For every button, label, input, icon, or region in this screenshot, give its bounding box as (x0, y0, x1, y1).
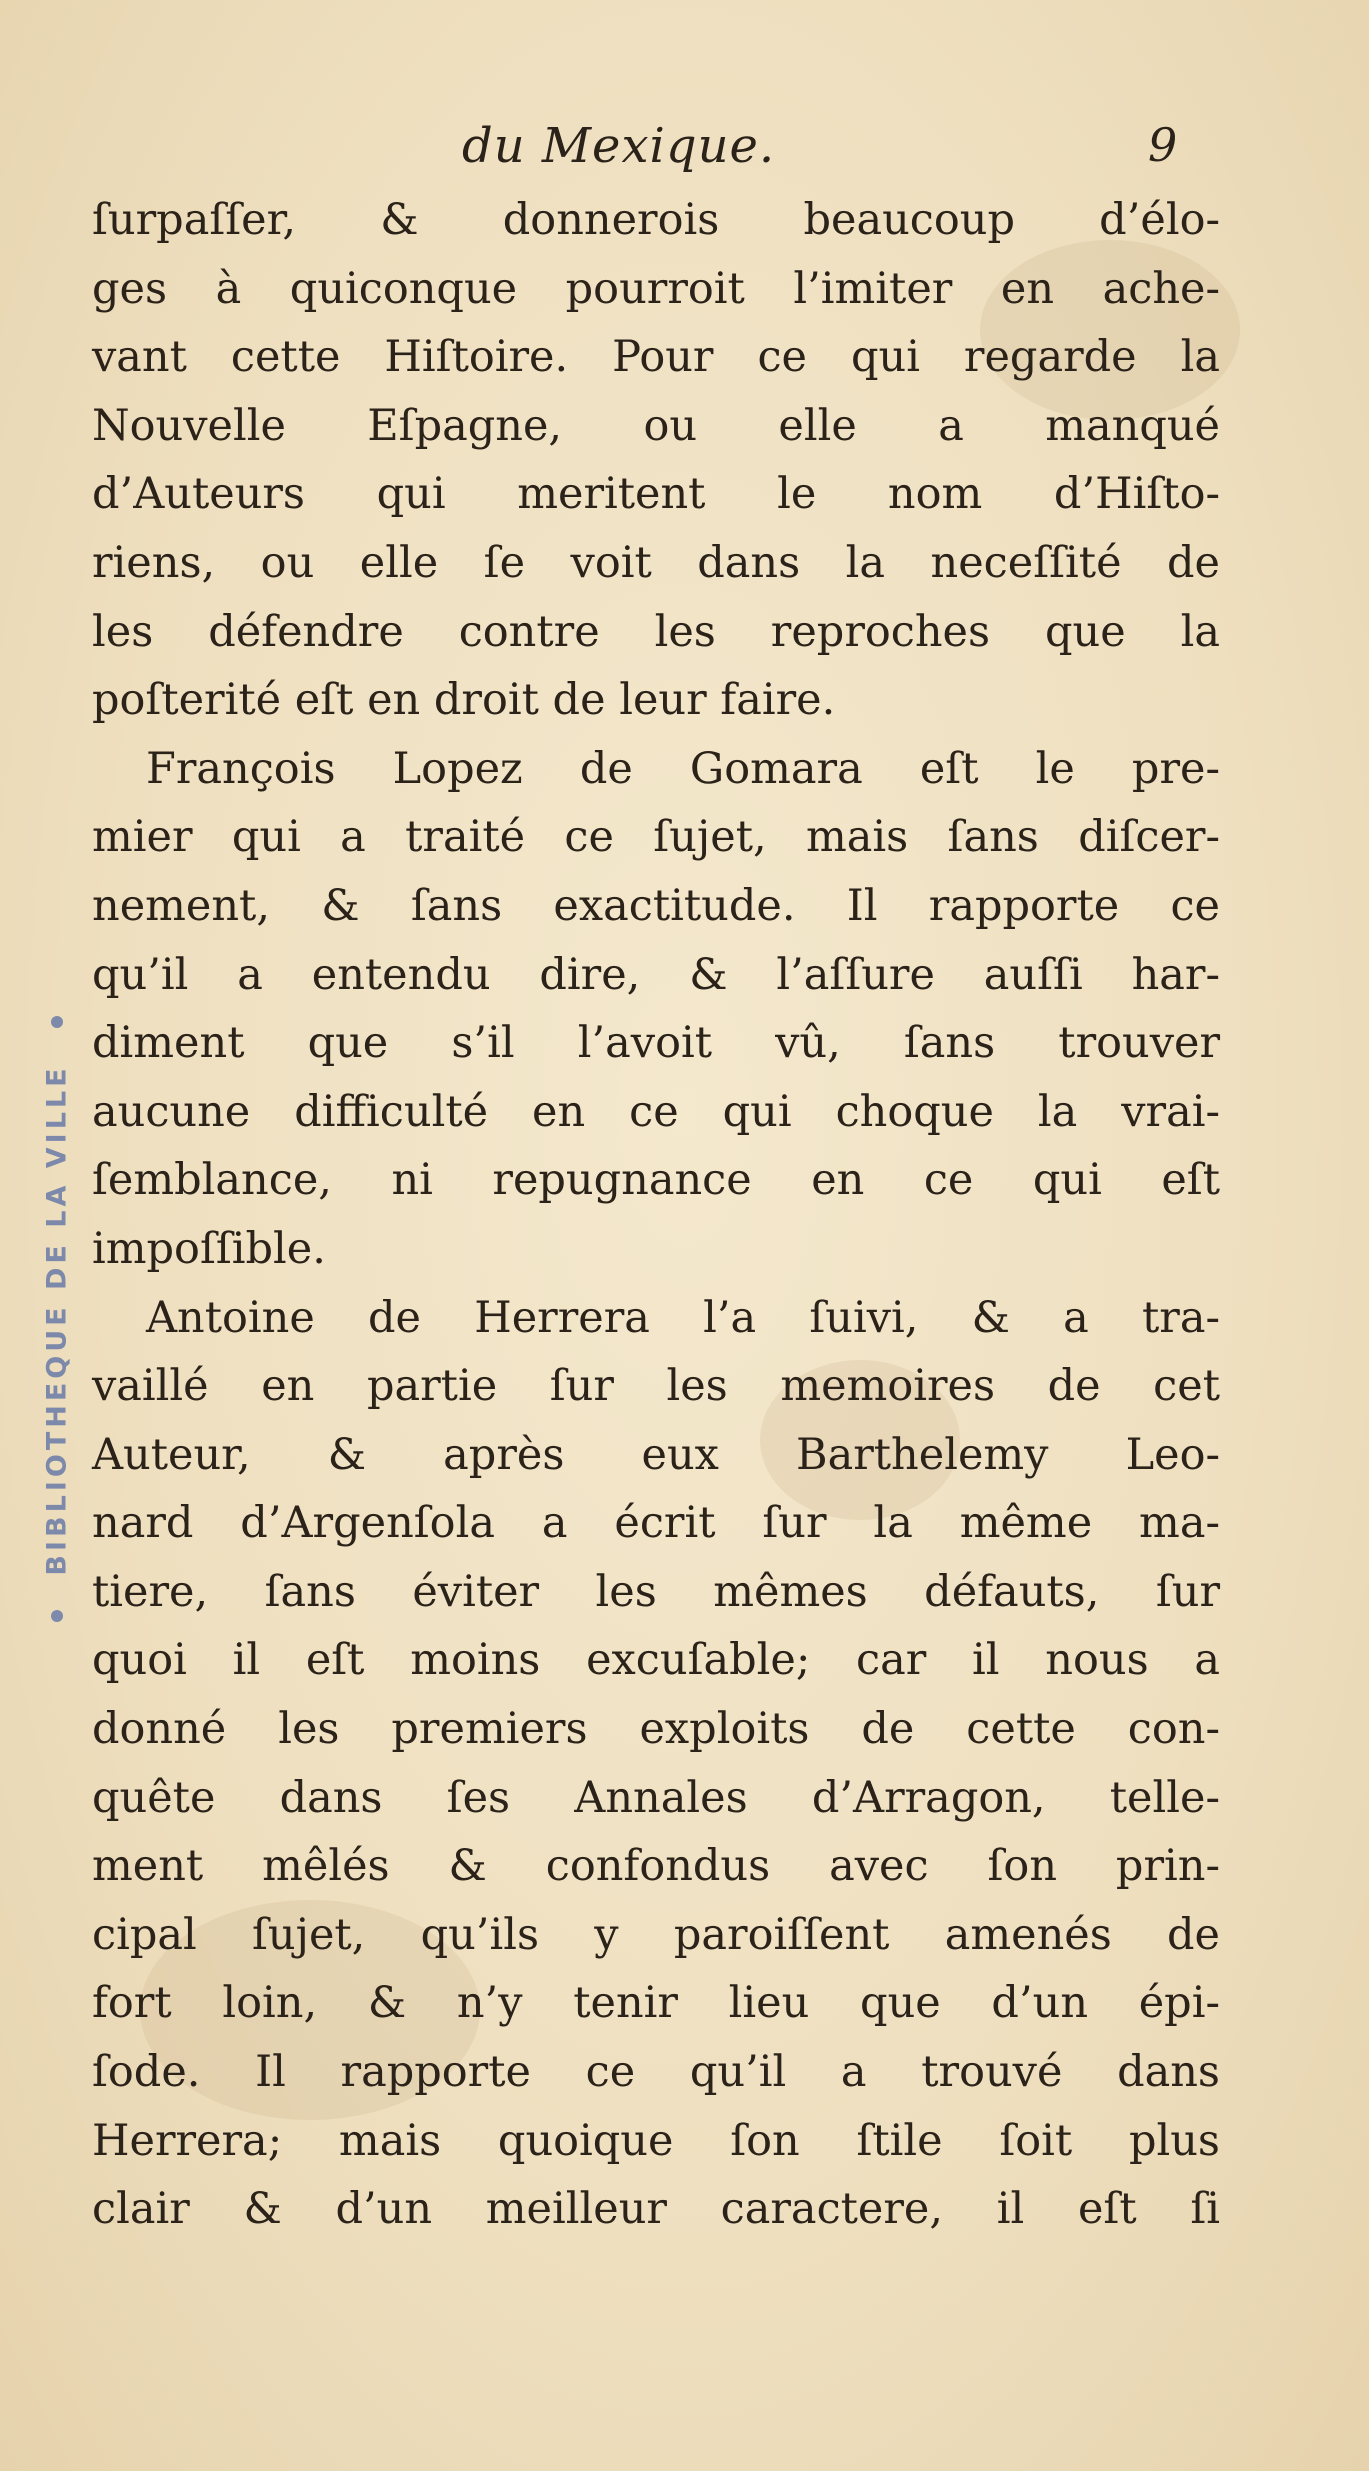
text-line: riens, ou elle ſe voit dans la neceſſité de (92, 537, 1220, 588)
text-line: cipal ſujet, qu’ils y paroiſſent amenés de (92, 1909, 1220, 1960)
text-line: aucune difficulté en ce qui choque la vrai- (92, 1086, 1220, 1137)
text-line: ſemblance, ni repugnance en ce qui eſt (92, 1155, 1220, 1206)
text-line: quoi il eſt moins excuſable; car il nous a (92, 1635, 1220, 1686)
library-stamp-text: BIBLIOTHEQUE DE LA VILLE (41, 1064, 73, 1576)
text-line: impoſſible. (92, 1223, 326, 1274)
text-line: vant cette Hiſtoire. Pour ce qui regarde la (92, 332, 1220, 383)
text-line: nard d’Argenſola a écrit ſur la même ma- (92, 1498, 1220, 1549)
text-line: tiere, ſans éviter les mêmes défauts, ſur (92, 1566, 1220, 1617)
text-line: d’Auteurs qui meritent le nom d’Hiſto- (92, 469, 1220, 520)
text-line: quête dans ſes Annales d’Arragon, telle- (92, 1772, 1220, 1823)
text-line: fort loin, & n’y tenir lieu que d’un épi- (92, 1978, 1220, 2029)
text-line: ges à quiconque pourroit l’imiter en ache- (92, 263, 1220, 314)
text-line: les défendre contre les reproches que la (92, 606, 1220, 657)
body-text (92, 186, 1220, 2244)
text-line: Auteur, & après eux Barthelemy Leo- (92, 1429, 1220, 1480)
text-line: ment mêlés & confondus avec ſon prin- (92, 1841, 1220, 1892)
text-line: nement, & ſans exactitude. Il rapporte ce (92, 880, 1220, 931)
running-head: du Mexique. (462, 118, 776, 174)
library-stamp (34, 1010, 80, 1630)
text-line: Nouvelle Eſpagne, ou elle a manqué (92, 400, 1220, 451)
text-line: clair & d’un meilleur caractere, il eſt ſi (92, 2184, 1220, 2235)
text-line: Herrera; mais quoique ſon ſtile ſoit plus (92, 2115, 1220, 2166)
text-line: diment que s’il l’avoit vû, ſans trouver (92, 1018, 1220, 1069)
text-line: mier qui a traité ce ſujet, mais ſans diſcer- (92, 812, 1220, 863)
text-line: poſterité eſt en droit de leur faire. (92, 675, 836, 726)
text-line: donné les premiers exploits de cette con- (92, 1704, 1220, 1755)
stamp-dot-icon (51, 1610, 63, 1622)
text-line: François Lopez de Gomara eſt le pre- (146, 743, 1220, 794)
text-line: vaillé en partie ſur les memoires de cet (92, 1361, 1220, 1412)
text-line: qu’il a entendu dire, & l’aſſure auſſi har- (92, 949, 1220, 1000)
text-line: ſode. Il rapporte ce qu’il a trouvé dans (92, 2047, 1220, 2098)
page-header (0, 118, 1369, 188)
stamp-dot-icon (51, 1016, 63, 1028)
page-number: 9 (1148, 118, 1178, 172)
text-line: Antoine de Herrera l’a ſuivi, & a tra- (146, 1292, 1220, 1343)
text-line: ſurpaſſer, & donnerois beaucoup d’élo- (92, 195, 1220, 245)
